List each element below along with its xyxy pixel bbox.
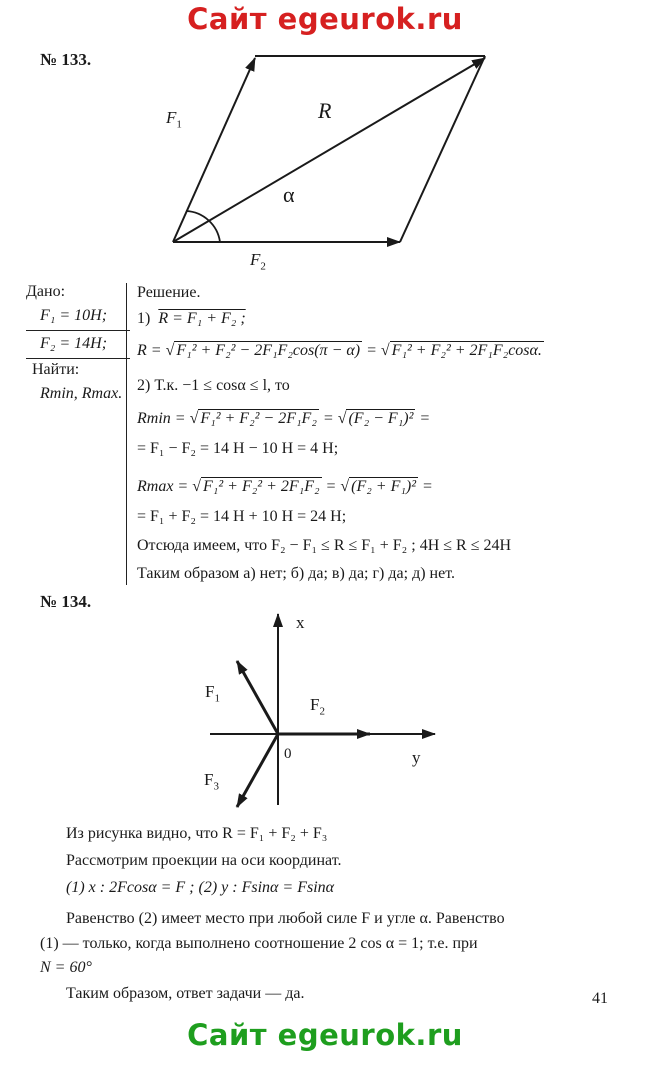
problem-134-line1: Из рисунка видно, что R = F₁ + F₂ + F₃ (66, 825, 328, 842)
label-f2-134: $F_2$ (310, 695, 325, 718)
problem-133-number: № 133. (40, 50, 92, 69)
solution-rmax-formula: Rmax = √ F₁² + F₂² + 2F₁F₂ = √ (F₂ + F₁)² = (137, 478, 433, 495)
given-f2: F₂ = 14H; (40, 335, 108, 352)
problem-134-conclusion: Таким образом, ответ задачи — да. (66, 985, 305, 1002)
label-axis-x: x (296, 613, 305, 632)
label-r: R (318, 98, 332, 123)
label-f2: $F_2$ (250, 250, 266, 273)
label-f1: $F_1$ (166, 108, 182, 131)
problem-134-number: № 134. (40, 592, 92, 611)
solution-formula-r: R = √ F₁² + F₂² − 2F₁F₂cos(π − α) = √ F₁² + F₂² + 2F₁F₂cosα. (137, 342, 542, 359)
find-values: Rmin, Rmax. (40, 385, 123, 402)
label-alpha: α (283, 182, 295, 207)
solution-hence: Отсюда имеем, что F₂ − F₁ ≤ R ≤ F₁ + F₂ ; 4H ≤ R ≤ 24H (137, 537, 512, 554)
page-number: 41 (592, 990, 608, 1007)
problem-134-para-line3: N = 60° (40, 959, 92, 976)
label-origin: 0 (284, 746, 292, 762)
vector-f1-arrow-134 (237, 661, 278, 734)
problem-134-line3: (1) x : 2Fcosα = F ; (2) y : Fsinα = Fsinα (66, 879, 335, 896)
label-f3-134: $F_3$ (204, 770, 219, 793)
problem-134-line2: Рассмотрим проекции на оси координат. (66, 852, 342, 869)
vector-f3-arrow-134 (237, 734, 278, 807)
problem-134-para-line1: Равенство (2) имеет место при любой силе F и угле α. Равенство (66, 910, 505, 927)
solution-answer: Таким образом а) нет; б) да; в) да; г) да; д) нет. (137, 565, 455, 582)
solution-rmin-result: = F₁ − F₂ = 14 Н − 10 Н = 4 Н; (137, 440, 339, 457)
given-heading: Дано: (26, 283, 66, 300)
solution-rmin-formula: Rmin = √ F₁² + F₂² − 2F₁F₂ = √ (F₂ − F₁)² = (137, 410, 431, 427)
solution-heading: Решение. (137, 284, 201, 301)
solution-step1: 1) R = F₁ + F₂ ; (137, 310, 246, 327)
solution-rmax-result: = F₁ + F₂ = 14 Н + 10 Н = 24 Н; (137, 508, 347, 525)
find-heading: Найти: (32, 361, 80, 378)
label-axis-y: y (412, 748, 421, 767)
solution-step2: 2) Т.к. −1 ≤ cosα ≤ l, то (137, 377, 290, 394)
given-f1: F₁ = 10H; (40, 307, 108, 324)
label-f1-134: $F_1$ (205, 682, 220, 705)
site-banner-top: Сайт egeurok.ru (187, 2, 463, 36)
site-banner-bottom: Сайт egeurok.ru (187, 1018, 463, 1052)
problem-134-para-line2: (1) — только, когда выполнено соотношение 2 cos α = 1; т.е. при (40, 935, 478, 952)
